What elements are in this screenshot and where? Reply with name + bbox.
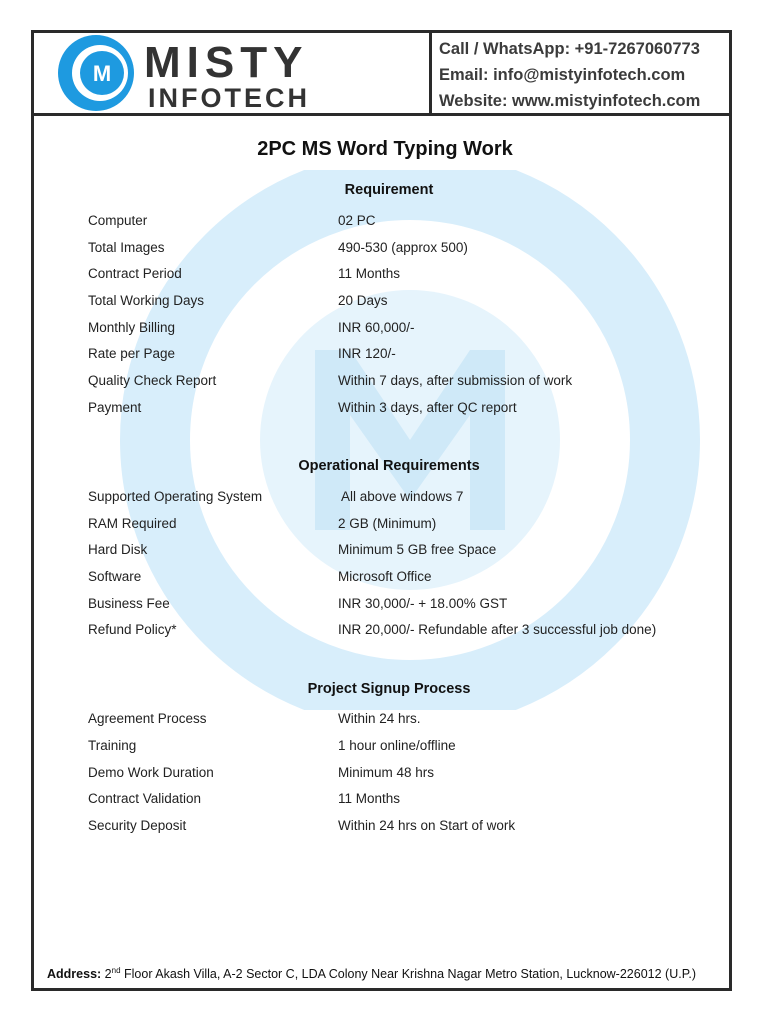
row-value: Within 3 days, after QC report	[338, 400, 517, 415]
floor-suffix: nd	[111, 966, 121, 975]
contact-email: Email: info@mistyinfotech.com	[439, 66, 686, 84]
row-value: 2 GB (Minimum)	[338, 516, 437, 531]
row-label: Agreement Process	[88, 711, 207, 726]
row-value: All above windows 7	[338, 489, 464, 504]
row-label: Total Working Days	[88, 293, 205, 308]
row-value: INR 60,000/-	[338, 320, 415, 335]
row-value: 02 PC	[338, 213, 376, 228]
row-value: 11 Months	[338, 266, 401, 281]
row-value: Minimum 48 hrs	[338, 765, 435, 780]
row-value: Microsoft Office	[338, 569, 432, 584]
logo-text-bottom: INFOTECH	[148, 83, 310, 111]
row-value: INR 30,000/- + 18.00% GST	[338, 596, 508, 611]
row-label: Contract Validation	[88, 791, 202, 806]
section-heading-signup: Project Signup Process	[307, 681, 471, 697]
row-label: Quality Check Report	[88, 373, 217, 388]
row-value: Within 24 hrs on Start of work	[338, 818, 516, 833]
address-text: Floor Akash Villa, A-2 Sector C, LDA Colony Near Krishna Nagar Metro Station, Lucknow-226012 (U.P.)	[124, 967, 697, 982]
row-value: 1 hour online/offline	[338, 738, 456, 753]
row-label: Business Fee	[88, 596, 170, 611]
row-label: Supported Operating System	[88, 489, 263, 504]
section-heading-requirement: Requirement	[344, 182, 434, 198]
contact-website: Website: www.mistyinfotech.com	[439, 92, 701, 110]
row-value: 11 Months	[338, 791, 401, 806]
row-label: Total Images	[88, 240, 165, 255]
logo-badge-letter: M	[92, 61, 112, 86]
row-label: Monthly Billing	[88, 320, 176, 335]
row-label: Security Deposit	[88, 818, 187, 833]
row-label: Demo Work Duration	[88, 765, 214, 780]
row-value: INR 120/-	[338, 346, 396, 361]
row-value: Within 7 days, after submission of work	[338, 373, 573, 388]
row-label: Training	[88, 738, 137, 753]
logo-text-top: MISTY	[144, 38, 309, 87]
address-label: Address:	[47, 967, 102, 982]
row-value: Minimum 5 GB free Space	[338, 542, 497, 557]
row-value: Within 24 hrs.	[338, 711, 421, 726]
row-label: Refund Policy*	[88, 622, 177, 637]
contact-phone: Call / WhatsApp: +91-7267060773	[439, 40, 700, 58]
row-label: Software	[88, 569, 142, 584]
row-value: INR 20,000/- Refundable after 3 successful job done)	[338, 622, 657, 637]
document-title: 2PC MS Word Typing Work	[257, 138, 513, 160]
address-footer	[47, 966, 696, 981]
row-value: 490-530 (approx 500)	[338, 240, 468, 255]
row-label: Hard Disk	[88, 542, 148, 557]
row-label: Computer	[88, 213, 148, 228]
section-heading-operational: Operational Requirements	[298, 458, 480, 474]
row-label: RAM Required	[88, 516, 177, 531]
row-label: Payment	[88, 400, 142, 415]
row-label: Contract Period	[88, 266, 182, 281]
row-label: Rate per Page	[88, 346, 176, 361]
floor-number: 2	[104, 967, 112, 982]
row-value: 20 Days	[338, 293, 388, 308]
